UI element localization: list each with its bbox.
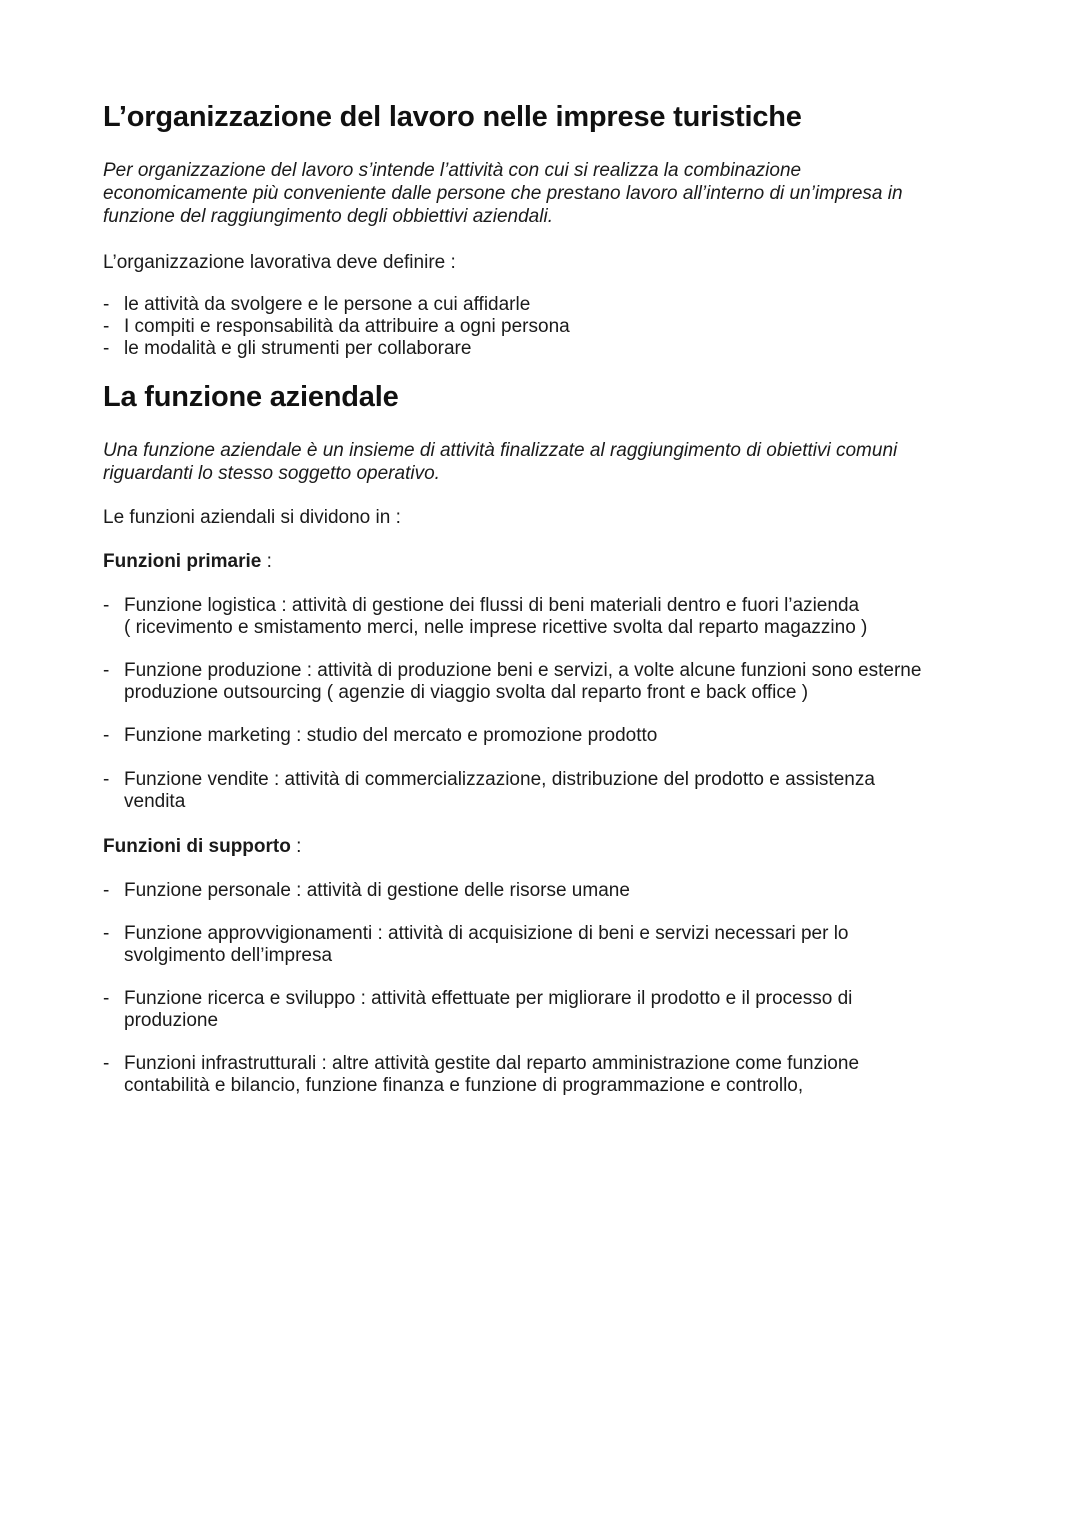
section-intro: Le funzioni aziendali si dividono in :	[103, 507, 401, 528]
bullet-dash: -	[103, 923, 110, 944]
list-item: - le attività da svolgere e le persone a cui affidarle	[103, 294, 531, 315]
bullet-dash: -	[103, 294, 110, 315]
bullet-dash: -	[103, 1053, 110, 1074]
definition-line: economicamente più conveniente dalle persone che prestano lavoro all’interno di un’impresa in	[103, 183, 903, 204]
bullet-dash: -	[103, 769, 110, 790]
list-item: - I compiti e responsabilità da attribuire a ogni persona	[103, 316, 570, 337]
definition-line: funzione del raggiungimento degli obbiettivi aziendali.	[103, 206, 553, 227]
primary-function-item: - Funzione marketing : studio del mercato e promozione prodotto	[103, 725, 658, 746]
bullet-dash: -	[103, 338, 110, 359]
primary-function-item: - Funzione produzione : attività di produzione beni e servizi, a volte alcune funzioni sono esterne produzione outsourcing ( agenzie di viaggio svolta dal reparto front e back office )	[103, 660, 922, 703]
define-list	[103, 294, 570, 360]
definition-line: riguardanti lo stesso soggetto operativo.	[103, 463, 440, 484]
support-function-item: - Funzione ricerca e sviluppo : attività effettuate per migliorare il prodotto e il processo di produzione	[103, 988, 853, 1031]
primary-function-item: - Funzione vendite : attività di commercializzazione, distribuzione del prodotto e assistenza vendita	[103, 769, 875, 812]
page-title: L’organizzazione del lavoro nelle imprese turistiche	[103, 101, 802, 133]
section-title: La funzione aziendale	[103, 381, 399, 413]
support-function-item: - Funzione personale : attività di gestione delle risorse umane	[103, 880, 630, 901]
bullet-dash: -	[103, 880, 110, 901]
definition-paragraph	[103, 159, 903, 228]
bullet-dash: -	[103, 660, 110, 681]
primary-functions-heading: Funzioni primarie :	[103, 551, 272, 572]
definition-line: Per organizzazione del lavoro s’intende l’attività con cui si realizza la combinazione	[103, 160, 802, 181]
support-function-item: - Funzione approvvigionamenti : attività di acquisizione di beni e servizi necessari per lo svolgimento dell’impresa	[103, 923, 849, 966]
list-item: - le modalità e gli strumenti per collaborare	[103, 338, 472, 359]
bullet-dash: -	[103, 988, 110, 1009]
primary-function-item: - Funzione logistica : attività di gestione dei flussi di beni materiali dentro e fuori l’azienda ( ricevimento e smistamento merci, nelle imprese ricettive svolta dal reparto magazzino )	[103, 595, 868, 638]
section-definition	[103, 439, 897, 485]
bullet-dash: -	[103, 595, 110, 616]
bullet-dash: -	[103, 316, 110, 337]
support-functions-heading: Funzioni di supporto :	[103, 836, 302, 857]
intro-text: L’organizzazione lavorativa deve definire :	[103, 252, 456, 273]
definition-line: Una funzione aziendale è un insieme di attività finalizzate al raggiungimento di obiettivi comuni	[103, 440, 898, 461]
bullet-dash: -	[103, 725, 110, 746]
support-function-item: - Funzioni infrastrutturali : altre attività gestite dal reparto amministrazione come funzione contabilità e bilancio, funzione finanza e funzione di programmazione e controllo,	[103, 1053, 860, 1096]
